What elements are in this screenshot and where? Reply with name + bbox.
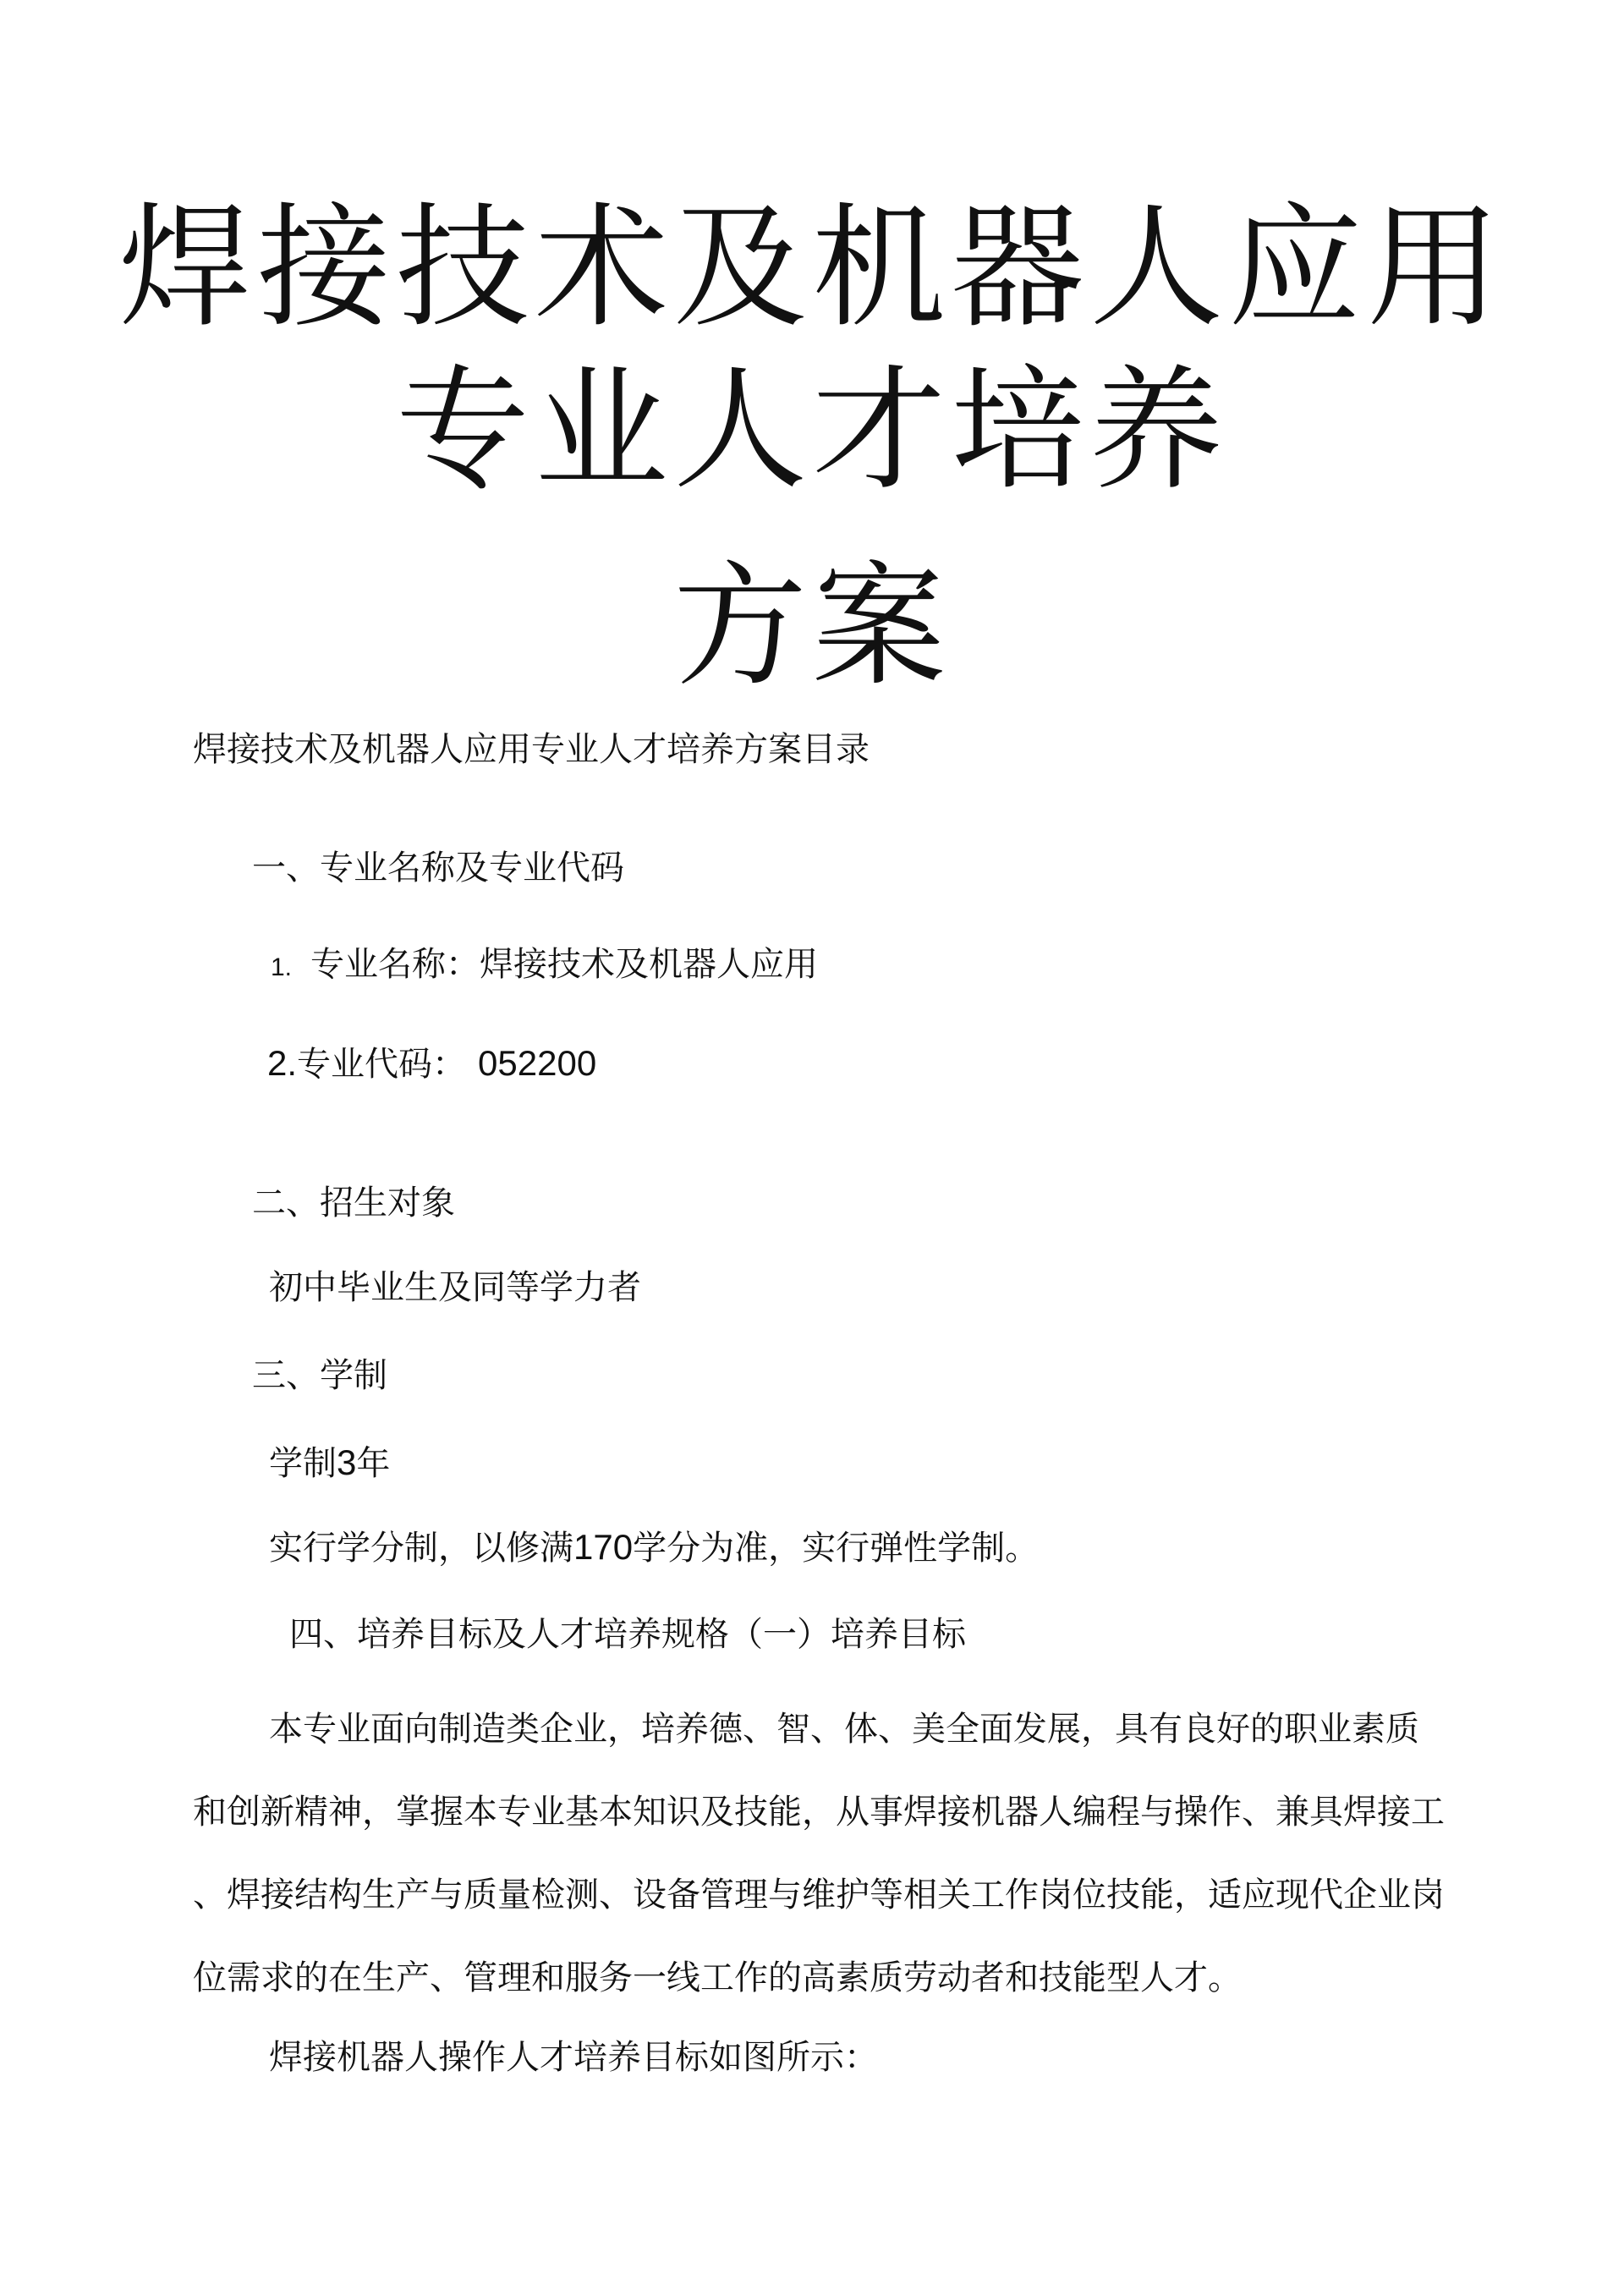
objective-paragraph-line-3: 、焊接结构生产与质量检测、设备管理与维护等相关工作岗位技能，适应现代企业岗 xyxy=(193,1876,1445,1914)
main-title-line-1: 焊接技术及机器人应用 xyxy=(118,190,1506,346)
objective-paragraph-line-2: 和创新精神，掌握本专业基本知识及技能，从事焊接机器人编程与操作、兼具焊接工 xyxy=(193,1793,1445,1832)
duration-prefix: 学制 xyxy=(269,1444,337,1483)
major-name-text: 专业名称：焊接技术及机器人应用 xyxy=(310,945,819,984)
credit-system-text xyxy=(269,1527,1040,1568)
major-code-item xyxy=(267,1043,597,1084)
enrollment-target-text: 初中毕业生及同等学力者 xyxy=(269,1268,641,1307)
main-title-line-3: 方案 xyxy=(673,549,951,705)
major-code-label: 专业代码： xyxy=(297,1045,467,1084)
major-code-value: 052200 xyxy=(478,1043,597,1083)
figure-intro-text: 焊接机器人操作人才培养目标如图所示： xyxy=(269,2038,878,2077)
section-1-heading: 一、专业名称及专业代码 xyxy=(252,849,624,887)
credit-suffix: 学分为准，实行弹性学制。 xyxy=(633,1529,1040,1568)
section-3-heading: 三、学制 xyxy=(252,1356,387,1395)
item-number: 1. xyxy=(271,953,293,981)
section-2-heading: 二、招生对象 xyxy=(252,1184,455,1222)
major-name-item xyxy=(271,945,819,984)
objective-paragraph-line-1: 本专业面向制造类企业，培养德、智、体、美全面发展，具有良好的职业素质 xyxy=(269,1710,1419,1749)
objective-paragraph-line-4: 位需求的在生产、管理和服务一线工作的高素质劳动者和技能型人才。 xyxy=(193,1958,1242,1997)
study-duration-text xyxy=(269,1442,391,1483)
credit-number: 170 xyxy=(573,1527,634,1567)
credit-prefix: 实行学分制，以修满 xyxy=(269,1529,573,1568)
main-title-line-2: 专业人才培养 xyxy=(396,353,1228,508)
duration-suffix: 年 xyxy=(356,1444,391,1483)
section-4-heading: 四、培养目标及人才培养规格（一）培养目标 xyxy=(289,1615,966,1654)
item-number: 2. xyxy=(267,1043,298,1083)
toc-title: 焊接技术及机器人应用专业人才培养方案目录 xyxy=(193,730,870,769)
duration-number: 3 xyxy=(337,1442,357,1482)
